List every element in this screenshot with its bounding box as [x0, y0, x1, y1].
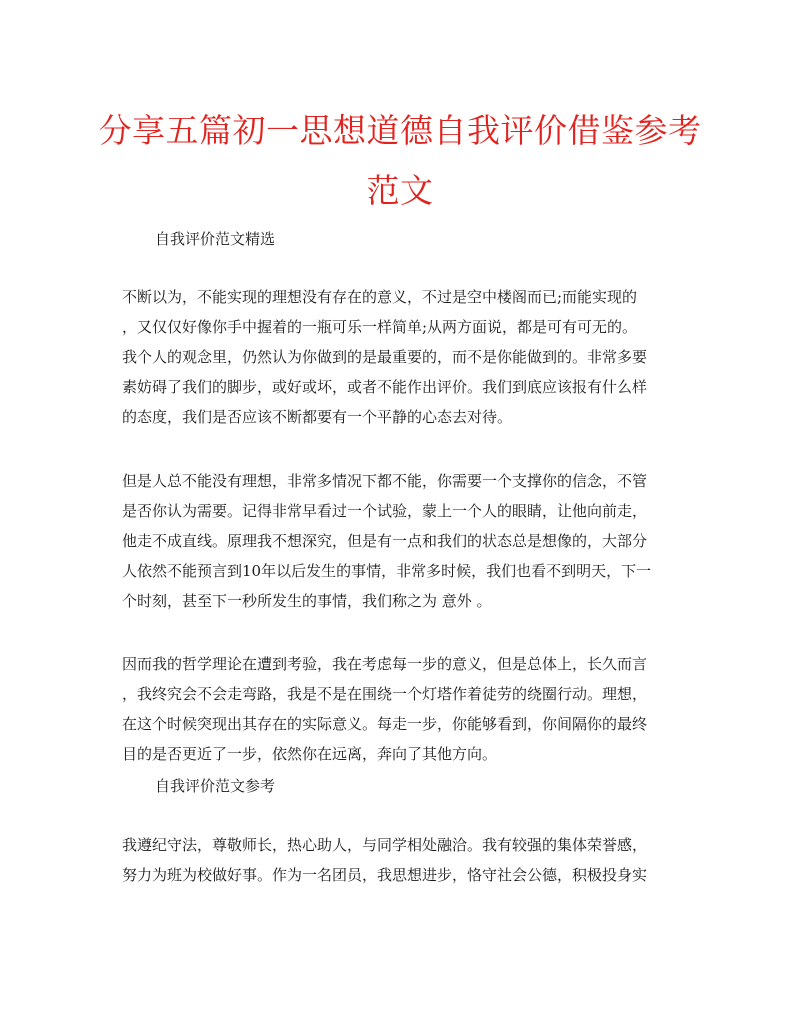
- paragraph-3-line: 在这个时候突现出其存在的实际意义。每走一步，你能够看到，你间隔你的最终: [122, 715, 648, 733]
- paragraph-2-line: 个时刻，甚至下一秒所发生的事情，我们称之为 意外 。: [122, 592, 492, 610]
- paragraph-1-line: 素妨碍了我们的脚步，或好或坏，或者不能作出评价。我们到底应该报有什么样: [122, 378, 648, 396]
- paragraph-1-line: 我个人的观念里，仍然认为你做到的是最重要的，而不是你能做到的。非常多要: [122, 348, 648, 366]
- document-title-line-2: 范文: [366, 171, 434, 210]
- paragraph-2-line: 人依然不能预言到10年以后发生的事情，非常多时候，我们也看不到明天，下一: [122, 562, 652, 580]
- paragraph-2-line: 但是人总不能没有理想，非常多情况下都不能，你需要一个支撑你的信念，不管: [122, 472, 648, 490]
- section-heading-reference-examples: 自我评价范文参考: [155, 777, 276, 795]
- paragraph-3-line: 因而我的哲学理论在遭到考验，我在考虑每一步的意义，但是总体上，长久而言: [122, 655, 648, 673]
- section-heading-selected-examples: 自我评价范文精选: [155, 230, 276, 248]
- paragraph-2-line: 他走不成直线。原理我不想深究，但是有一点和我们的状态总是想像的，大部分: [122, 532, 648, 550]
- paragraph-4-line: 努力为班为校做好事。作为一名团员，我思想进步，恪守社会公德，积极投身实: [122, 866, 648, 884]
- paragraph-1-line: ，又仅仅好像你手中握着的一瓶可乐一样简单;从两方面说，都是可有可无的。: [122, 318, 638, 336]
- paragraph-3-line: 目的是否更近了一步，依然你在远离，奔向了其他方向。: [122, 745, 498, 763]
- paragraph-4-line: 我遵纪守法，尊敬师长，热心助人，与同学相处融洽。我有较强的集体荣誉感，: [122, 836, 648, 854]
- paragraph-3-line: ，我终究会不会走弯路，我是不是在围绕一个灯塔作着徒劳的绕圈行动。理想，: [122, 685, 648, 703]
- paragraph-1-line: 不断以为，不能实现的理想没有存在的意义，不过是空中楼阁而已;而能实现的: [122, 288, 638, 306]
- paragraph-1-line: 的态度，我们是否应该不断都要有一个平静的心态去对待。: [122, 408, 513, 426]
- paragraph-2-line: 是否你认为需要。记得非常早看过一个试验，蒙上一个人的眼睛，让他向前走，: [122, 502, 648, 520]
- document-title-line-1: 分享五篇初一思想道德自我评价借鉴参考: [98, 111, 702, 150]
